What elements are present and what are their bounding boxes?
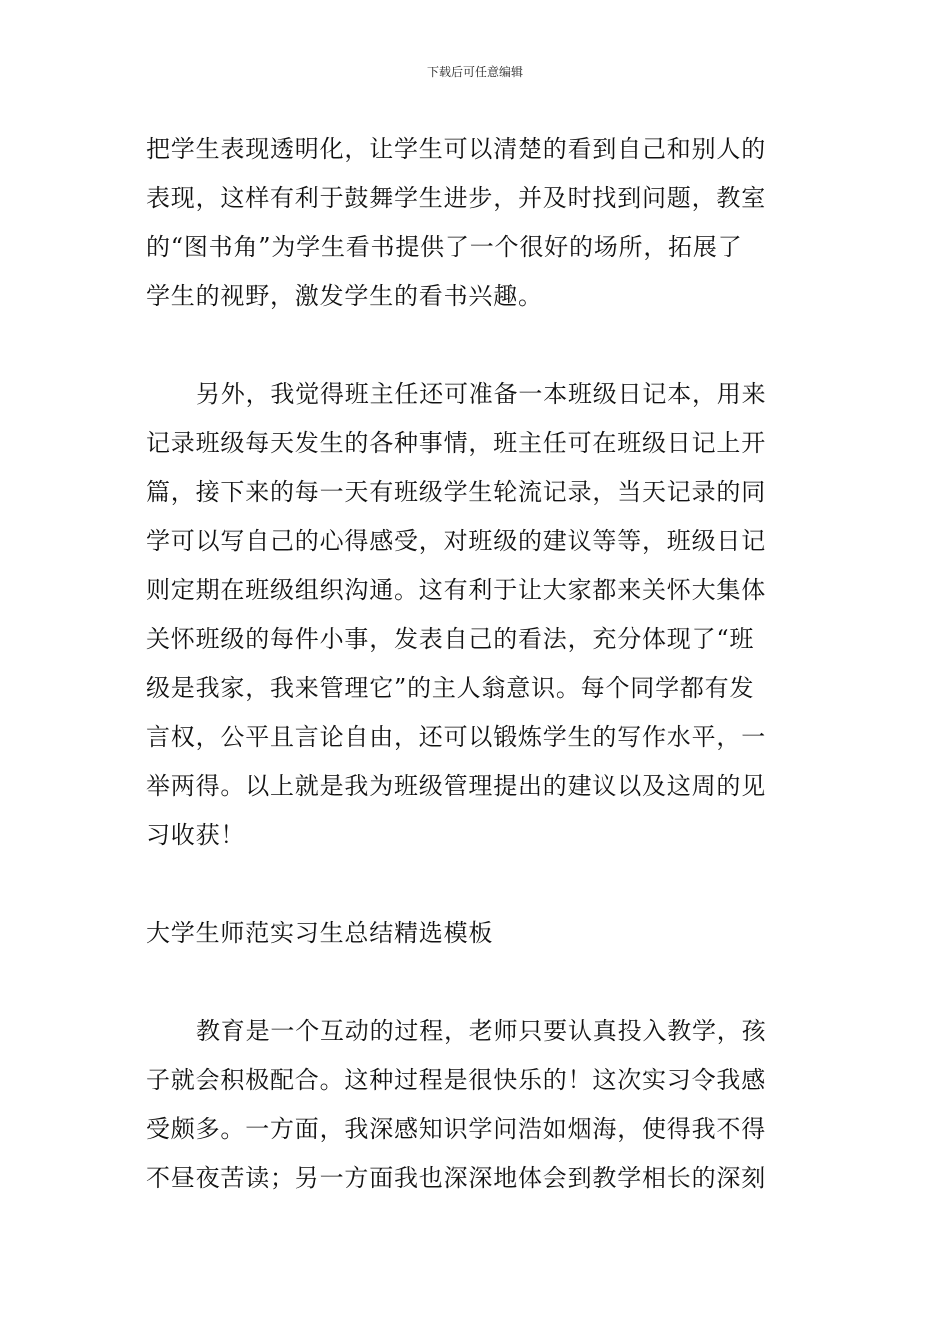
paragraph-2-line: 级是我家，我来管理它”的主人翁意识。每个同学都有发 — [146, 674, 755, 702]
paragraph-gap — [146, 321, 810, 370]
paragraph-1-line: 把学生表现透明化，让学生可以清楚的看到自己和别人的 — [146, 135, 766, 163]
paragraph-3 — [146, 1007, 810, 1203]
paragraph-1-line: 的“图书角”为学生看书提供了一个很好的场所，拓展了 — [146, 233, 743, 261]
paragraph-2-line: 学可以写自己的心得感受，对班级的建议等等，班级日记 — [146, 527, 766, 555]
paragraph-1-line: 表现，这样有利于鼓舞学生进步，并及时找到问题，教室 — [146, 184, 766, 212]
paragraph-3-line: 子就会积极配合。这种过程是很快乐的！这次实习令我感 — [146, 1066, 766, 1094]
paragraph-1-line: 学生的视野，激发学生的看书兴趣。 — [146, 282, 543, 310]
paragraph-gap — [146, 958, 810, 1007]
paragraph-3-line: 受颇多。一方面，我深感知识学问浩如烟海，使得我不得 — [146, 1115, 766, 1143]
section-title — [146, 909, 810, 958]
paragraph-2-line: 习收获！ — [146, 821, 246, 849]
document-body — [146, 125, 810, 1203]
paragraph-3-line: 教育是一个互动的过程，老师只要认真投入教学，孩 — [196, 1017, 767, 1045]
paragraph-2-line: 篇，接下来的每一天有班级学生轮流记录，当天记录的同 — [146, 478, 766, 506]
paragraph-2-line: 记录班级每天发生的各种事情，班主任可在班级日记上开 — [146, 429, 766, 457]
section-title-text: 大学生师范实习生总结精选模板 — [146, 919, 494, 947]
paragraph-gap — [146, 860, 810, 909]
paragraph-2-line: 举两得。以上就是我为班级管理提出的建议以及这周的见 — [146, 772, 766, 800]
paragraph-2-line: 则定期在班级组织沟通。这有利于让大家都来关怀大集体 — [146, 576, 766, 604]
page-header: 下载后可任意编辑 — [426, 65, 523, 79]
paragraph-2-line: 言权，公平且言论自由，还可以锻炼学生的写作水平，一 — [146, 723, 766, 751]
paragraph-2 — [146, 370, 810, 860]
paragraph-2-line: 另外，我觉得班主任还可准备一本班级日记本，用来 — [196, 380, 767, 408]
paragraph-2-line: 关怀班级的每件小事，发表自己的看法，充分体现了“班 — [146, 625, 755, 653]
paragraph-3-line: 不昼夜苦读；另一方面我也深深地体会到教学相长的深刻 — [146, 1164, 766, 1192]
paragraph-1 — [146, 125, 810, 321]
